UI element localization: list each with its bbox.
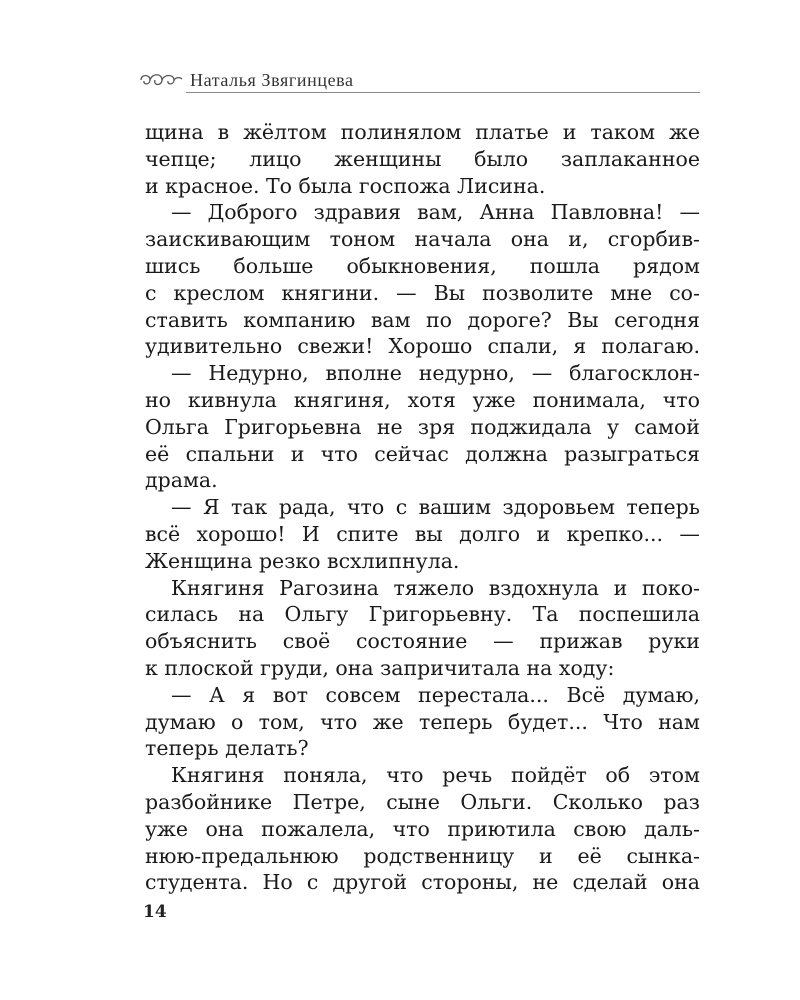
text-line: щина в жёлтом полинялом платье и таком же: [145, 120, 700, 144]
text-line: — Недурно, вполне недурно, — благосклон-: [171, 361, 700, 386]
header-rule: [186, 92, 700, 93]
text-line: к плоской груди, она запричитала на ходу:: [145, 655, 615, 680]
text-line: шись больше обыкновения, пошла рядом: [145, 253, 700, 278]
text-line: уже она пожалела, что приютила свою даль-: [145, 816, 700, 841]
text-line: силась на Ольгу Григорьевну. Та поспешила: [145, 602, 700, 627]
text-line: драма.: [145, 468, 218, 493]
body-text: [145, 119, 700, 896]
text-line: чепце; лицо женщины было заплаканное: [145, 146, 700, 171]
text-line: заискивающим тоном начала она и, сгорбив-: [145, 227, 700, 252]
text-line: Княгиня Рагозина тяжело вздохнула и поко-: [171, 575, 700, 600]
text-line: нюю-предальнюю родственницу и её сынка-: [145, 843, 700, 868]
text-line: Княгиня поняла, что речь пойдёт об этом: [171, 763, 700, 788]
page-number: 14: [143, 902, 167, 922]
text-line: удивительно свежи! Хорошо спали, я полагаю.: [145, 334, 700, 359]
text-line: с креслом княгини. — Вы позволите мне со-: [145, 280, 700, 305]
text-line: — А я вот совсем перестала... Всё думаю,: [171, 682, 700, 707]
text-line: всё хорошо! И спите вы долго и крепко... —: [145, 521, 700, 546]
text-line: ставить компанию вам по дороге? Вы сегодня: [145, 307, 700, 332]
running-header: [138, 66, 700, 96]
text-line: разбойнике Петре, сыне Ольги. Сколько раз: [145, 789, 700, 814]
running-header-author: Наталья Звягинцева: [190, 70, 354, 90]
text-line: студента. Но с другой стороны, не сделай она: [145, 870, 700, 895]
text-line: — Доброго здравия вам, Анна Павловна! —: [171, 200, 700, 225]
text-line: но кивнула княгиня, хотя уже понимала, что: [145, 387, 700, 412]
text-line: думаю о том, что же теперь будет... Что нам: [145, 709, 700, 734]
text-line: объяснить своё состояние — прижав руки: [145, 629, 700, 654]
text-line: — Я так рада, что с вашим здоровьем теперь: [171, 495, 700, 520]
swirl-ornament-icon: [138, 70, 184, 90]
text-line: Ольга Григорьевна не зря поджидала у самой: [145, 414, 700, 439]
text-line: теперь делать?: [145, 736, 309, 761]
text-line: её спальни и что сейчас должна разыграться: [145, 441, 700, 466]
text-line: Женщина резко всхлипнула.: [145, 548, 460, 573]
text-line: и красное. То была госпожа Лисина.: [145, 173, 546, 198]
